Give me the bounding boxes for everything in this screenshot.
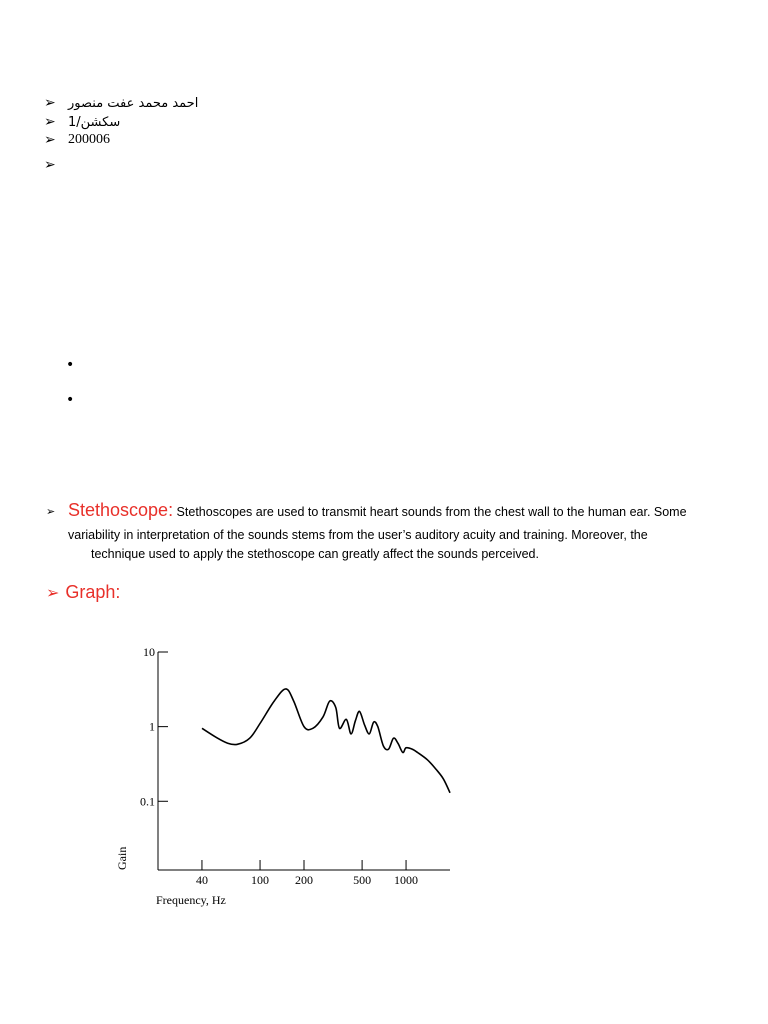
y-axis-label: Gain	[115, 846, 129, 870]
y-tick-label: 0.1	[140, 794, 155, 809]
arrow-bullet-icon: ➢	[46, 582, 60, 602]
paragraph-line-1	[68, 500, 687, 523]
y-tick-label: 1	[149, 719, 155, 734]
list-item-id	[44, 131, 110, 149]
student-id: 200006	[68, 132, 110, 147]
paragraph-line-2: variability in interpretation of the sounds stems from the user’s auditory acuity and training. Moreover, the	[68, 528, 648, 542]
x-tick-label: 40	[195, 873, 208, 887]
x-tick-label: 500	[353, 873, 372, 887]
list-item-name	[44, 94, 198, 112]
section-number: سكشن/1	[68, 114, 121, 130]
empty-bullet: •	[66, 357, 75, 373]
empty-bullet: •	[66, 392, 75, 408]
list-item-empty	[44, 156, 68, 174]
arrow-bullet-icon: ➢	[44, 95, 56, 111]
list-item-section	[44, 113, 120, 131]
paragraph-text: Stethoscopes are used to transmit heart sounds from the chest wall to the human ear. Some	[173, 505, 687, 519]
gain-curve-line	[202, 689, 450, 793]
x-tick-label: 1000	[394, 873, 419, 887]
graph-heading-label: Graph:	[65, 582, 121, 602]
arrow-bullet-icon: ➢	[44, 114, 56, 130]
gain-frequency-chart	[100, 640, 470, 920]
x-tick-label: 200	[295, 873, 313, 887]
arrow-bullet-icon: ➢	[44, 132, 56, 148]
student-name: احمد محمد عفت منصور	[68, 95, 199, 111]
x-tick-label: 100	[251, 873, 270, 887]
y-tick-label: 10	[143, 645, 155, 659]
paragraph-line-3: technique used to apply the stethoscope can greatly affect the sounds perceived.	[91, 547, 539, 561]
arrow-bullet-icon: ➢	[44, 157, 56, 173]
stethoscope-title: Stethoscope:	[68, 500, 174, 520]
arrow-bullet-icon: ➢	[46, 505, 56, 518]
graph-heading	[46, 582, 120, 603]
x-axis-label: Frequency, Hz	[156, 893, 226, 907]
